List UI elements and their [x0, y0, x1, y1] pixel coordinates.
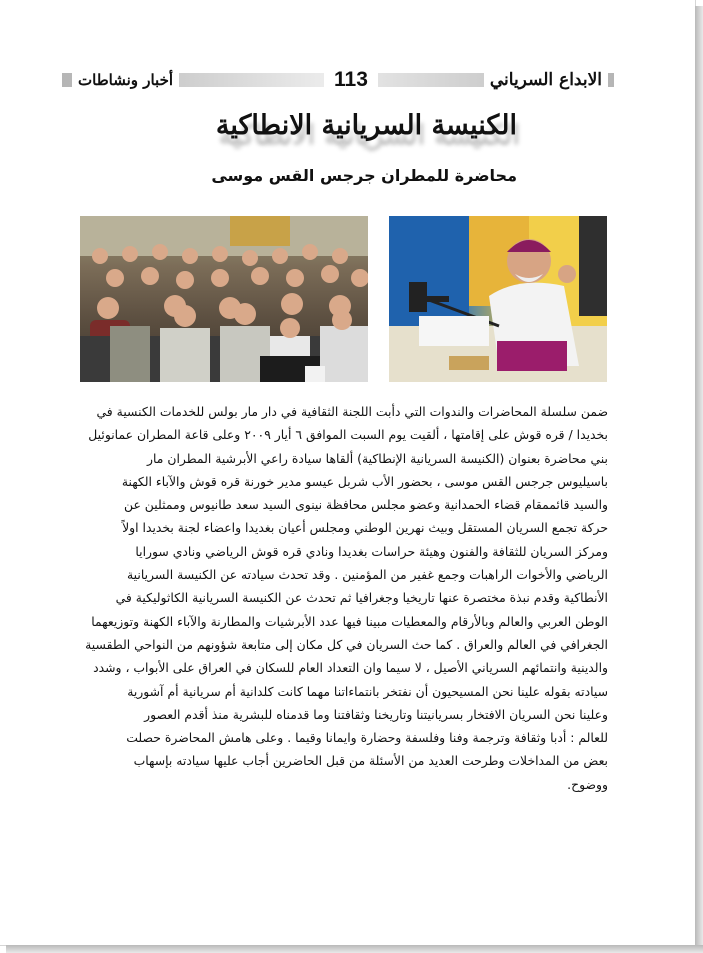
body-line: بخديدا / قره قوش على إقامتها ، ألقيت يوم السبت الموافق ٦ أيار ٢٠٠٩ وعلى قاعة المطران عمانوئيل [88, 427, 608, 443]
body-line: سيادته بقوله علينا نحن المسيحيون أن نفتخر بانتماءاتنا مهما كانت كلدانية أم سريانية أم آشورية [127, 683, 608, 699]
body-line: بني محاضرة بعنوان (الكنيسة السريانية الإنطاكية) ألقاها سيادة راعي الأبرشية المطران مار [147, 450, 608, 466]
body-line: حركة تجمع السريان المستقل وبيث نهرين الوطني ومجلس أعيان بغديدا واعضاء لجنة بخديدا اولاً [122, 520, 608, 536]
body-line: ووضوح. [567, 776, 608, 792]
magazine-name: الابداع السرياني [484, 63, 608, 97]
body-line: بعض من المداخلات وطرحت العديد من الأسئلة من قبل الحاضرين أجاب عليها سيادته بإسهاب [133, 753, 608, 769]
page-number: 113 [324, 63, 378, 97]
body-line: الرياضي والأخوات الراهبات وجمع غفير من المؤمنين . وقد تحدث سيادته عن الكنيسة السريانية [126, 567, 608, 583]
article-subtitle: محاضرة للمطران جرجس القس موسى [211, 166, 517, 185]
body-line: الجغرافي في العالم والعراق . كما حث السريان في كل مكان إلى متابعة شؤونهم من النواحي الطقسية [85, 636, 608, 652]
article-title: الكنيسة السريانية الانطاكية [215, 110, 517, 141]
speaker-photo [389, 216, 607, 382]
body-line: الأنطاكية وقدم نبذة مختصرة عنها تاريخيا وجغرافيا ثم تحدث عن الكنيسة السريانية الكاثوليكية في [115, 590, 608, 606]
body-line: ضمن سلسلة المحاضرات والندوات التي دأبت اللجنة الثقافية في دار مار بولس للخدمات الكنسية في [96, 404, 608, 419]
article-body [80, 400, 608, 796]
page-header [62, 63, 614, 97]
body-line: والسيد قائممقام قضاء الحمدانية وعضو مجلس محافظة نينوى السيد سعد طانيوس وممثلين عن [124, 497, 608, 513]
body-line: والدينية وانتمائهم السرياني الأصيل ، لا سيما وان التعداد العام للسكان في العراق على الأبواب ، وشدد [93, 660, 608, 676]
section-name: أخبار ونشاطات [72, 63, 179, 97]
page-shadow-right [695, 6, 703, 953]
page-shadow-bottom [6, 945, 703, 953]
audience-photo-art [80, 216, 368, 382]
body-line: وعلينا نحن السريان الافتخار بسريانيتنا وتاريخنا وثقافتنا وما قدمناه للبشرية منذ أقدم العصور [144, 706, 608, 722]
body-line: ومركز السريان للثقافة والفنون وهيئة حراسات بغديدا ونادي قره قوش الرياضي ونادي سورايا [135, 543, 608, 559]
body-line: باسيليوس جرجس القس موسى ، بحضور الأب شربل عيسو مدير خورنة قره قوش والآباء الكهنة [121, 473, 608, 489]
speaker-photo-art [389, 216, 607, 382]
body-line: الوطن العربي والعالم وبالأرقام والمعطيات مبينا فيها عدد الأبرشيات والمطارنة والآباء الكهنة وتوزيعهما [91, 613, 608, 629]
audience-photo [80, 216, 368, 382]
body-line: للعالم : أدبا وثقافة وترجمة وفنا وفلسفة وحضارة وايمانا وقيما . وعلى هامش المحاضرة حصلت [126, 730, 608, 746]
